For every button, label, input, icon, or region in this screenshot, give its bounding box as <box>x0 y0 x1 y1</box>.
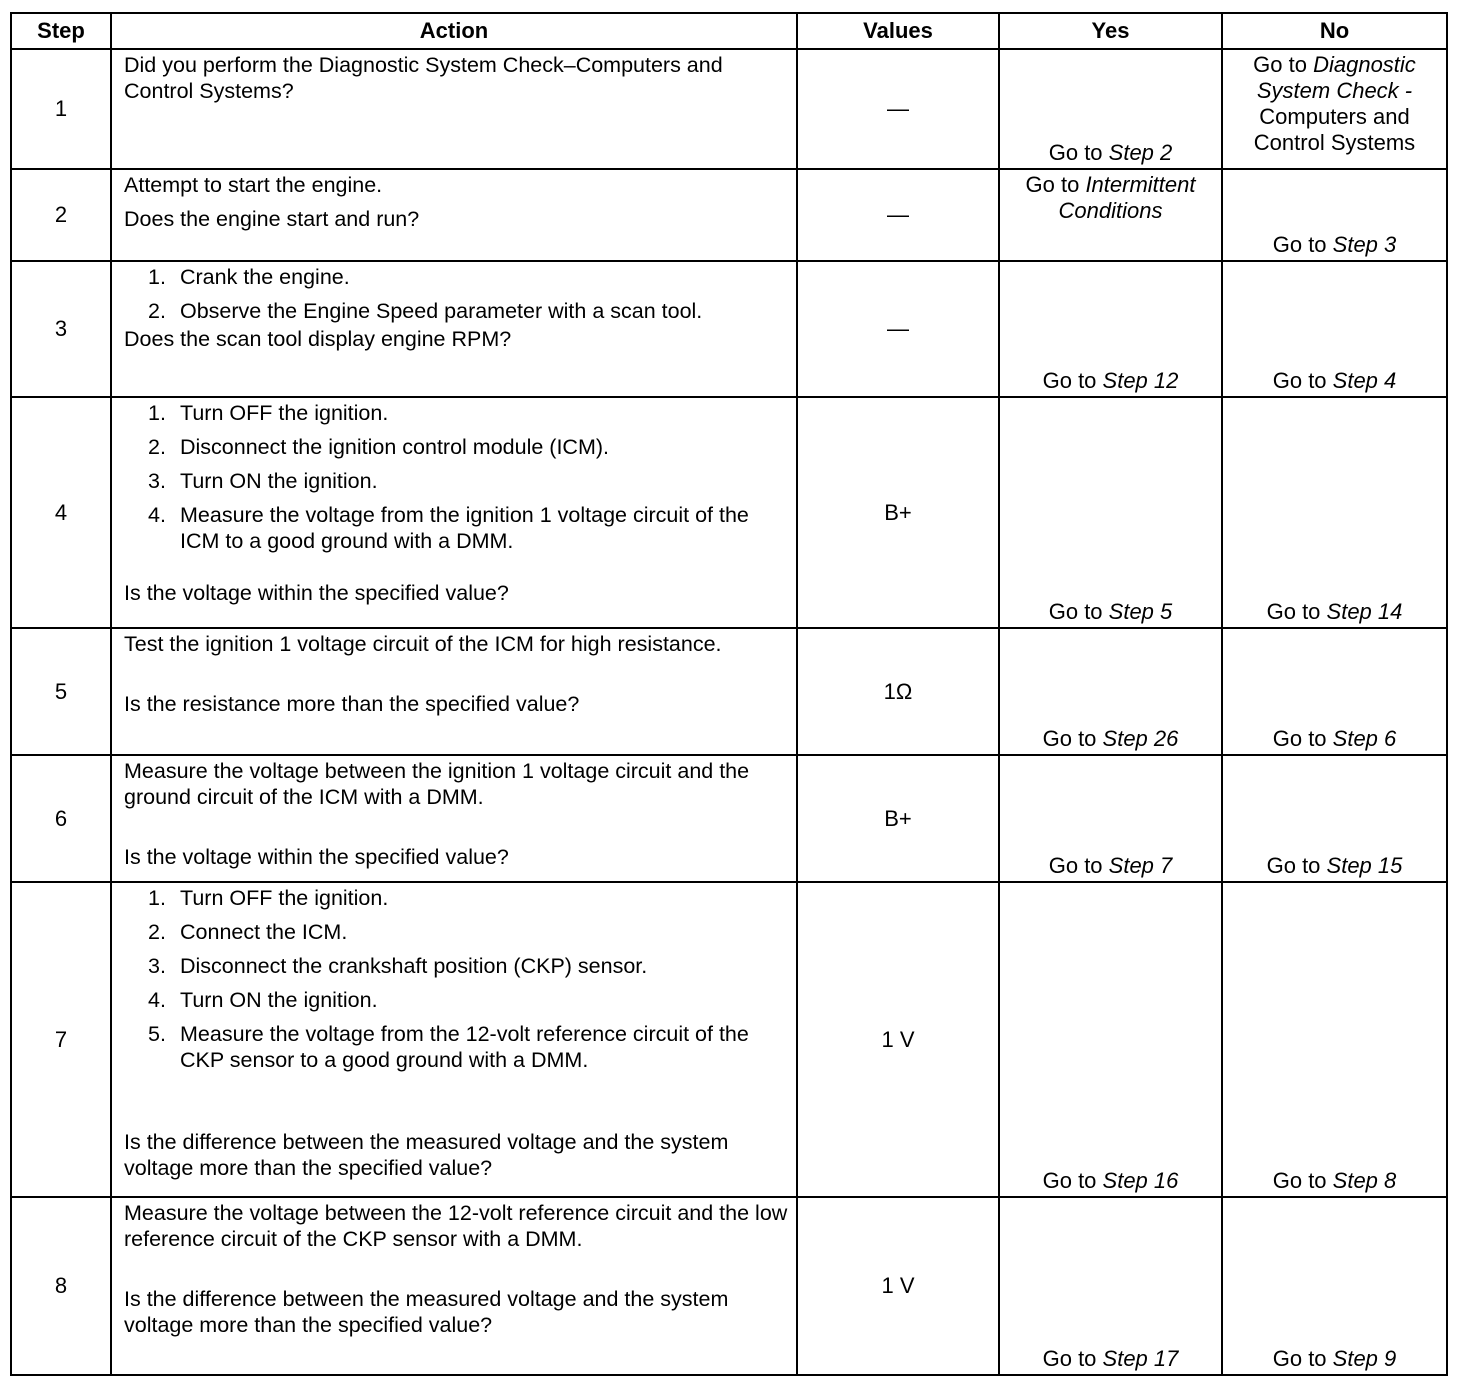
no-link[interactable]: Step 14 <box>1326 599 1403 624</box>
step-number: 3 <box>11 261 111 397</box>
no-rest: Computers and Control Systems <box>1253 104 1416 155</box>
no-link[interactable]: Step 3 <box>1332 232 1397 257</box>
no-prefix: Go to <box>1272 368 1333 393</box>
header-step: Step <box>11 13 111 49</box>
header-no: No <box>1222 13 1447 49</box>
value-cell: 1 V <box>797 882 999 1197</box>
action-steps <box>124 885 788 1073</box>
no-prefix: Go to <box>1272 232 1333 257</box>
yes-prefix: Go to <box>1048 599 1109 624</box>
step-number: 1 <box>11 49 111 169</box>
action-question: Does the engine start and run? <box>124 207 420 231</box>
value-cell: — <box>797 169 999 261</box>
no-prefix: Go to <box>1272 1346 1333 1371</box>
yes-cell <box>999 169 1222 261</box>
no-link[interactable]: Step 9 <box>1332 1346 1397 1371</box>
no-link[interactable]: Step 4 <box>1332 368 1397 393</box>
header-row <box>11 13 1447 49</box>
no-cell <box>1222 755 1447 882</box>
yes-prefix: Go to <box>1042 1168 1103 1193</box>
yes-prefix: Go to <box>1042 726 1103 751</box>
yes-cell <box>999 397 1222 628</box>
action-cell <box>111 628 797 755</box>
action-text: Measure the voltage between the 12-volt reference circuit and the low reference circuit of the CKP sensor with a DMM. <box>124 1201 788 1251</box>
value-cell: — <box>797 261 999 397</box>
yes-prefix: Go to <box>1048 140 1109 165</box>
list-item: 4. Turn ON the ignition. <box>148 988 378 1012</box>
list-item: 3. Turn ON the ignition. <box>148 469 378 493</box>
yes-cell <box>999 755 1222 882</box>
action-question: Is the difference between the measured voltage and the system voltage more than the specified value? <box>124 1130 729 1180</box>
table-row <box>11 1197 1447 1375</box>
no-link[interactable]: Step 8 <box>1332 1168 1397 1193</box>
yes-cell <box>999 261 1222 397</box>
step-number: 6 <box>11 755 111 882</box>
action-text: Test the ignition 1 voltage circuit of the ICM for high resistance. <box>124 632 722 656</box>
no-cell <box>1222 628 1447 755</box>
no-prefix: Go to <box>1266 599 1327 624</box>
step-number: 5 <box>11 628 111 755</box>
yes-prefix: Go to <box>1048 853 1109 878</box>
no-cell <box>1222 169 1447 261</box>
action-cell <box>111 755 797 882</box>
header-action: Action <box>111 13 797 49</box>
yes-link[interactable]: Step 12 <box>1102 368 1179 393</box>
no-link[interactable]: Step 15 <box>1326 853 1403 878</box>
yes-cell <box>999 1197 1222 1375</box>
action-cell <box>111 49 797 169</box>
yes-link[interactable]: Intermittent Conditions <box>1058 172 1196 223</box>
value-cell: — <box>797 49 999 169</box>
value-cell: B+ <box>797 397 999 628</box>
action-text: Did you perform the Diagnostic System Check–Computers and Control Systems? <box>124 53 723 103</box>
action-steps <box>124 400 788 554</box>
yes-link[interactable]: Step 26 <box>1102 726 1179 751</box>
action-text: Attempt to start the engine. <box>124 173 383 197</box>
no-prefix: Go to <box>1266 853 1327 878</box>
list-item: 5. Measure the voltage from the 12-volt reference circuit of the CKP sensor to a good ground with a DMM. <box>148 1022 749 1072</box>
header-yes: Yes <box>999 13 1222 49</box>
no-prefix: Go to <box>1253 52 1314 77</box>
yes-cell <box>999 49 1222 169</box>
yes-prefix: Go to <box>1042 1346 1103 1371</box>
list-item: 1. Turn OFF the ignition. <box>148 886 389 910</box>
action-question: Is the voltage within the specified value? <box>124 581 509 605</box>
diagnostic-table <box>10 12 1448 1376</box>
action-cell <box>111 882 797 1197</box>
table-row <box>11 169 1447 261</box>
yes-link[interactable]: Step 5 <box>1108 599 1173 624</box>
table-row <box>11 397 1447 628</box>
list-item: 2. Disconnect the ignition control module (ICM). <box>148 435 609 459</box>
step-number: 2 <box>11 169 111 261</box>
yes-prefix: Go to <box>1025 172 1086 197</box>
no-prefix: Go to <box>1272 726 1333 751</box>
yes-link[interactable]: Step 2 <box>1108 140 1173 165</box>
action-cell <box>111 397 797 628</box>
list-item: 1. Turn OFF the ignition. <box>148 401 389 425</box>
step-number: 8 <box>11 1197 111 1375</box>
action-steps <box>124 264 788 324</box>
action-question: Is the resistance more than the specified value? <box>124 692 580 716</box>
step-number: 7 <box>11 882 111 1197</box>
list-item: 1. Crank the engine. <box>148 265 350 289</box>
yes-link[interactable]: Step 16 <box>1102 1168 1179 1193</box>
yes-cell <box>999 882 1222 1197</box>
header-values: Values <box>797 13 999 49</box>
no-link[interactable]: Step 6 <box>1332 726 1397 751</box>
no-cell <box>1222 1197 1447 1375</box>
action-cell <box>111 261 797 397</box>
value-cell: 1 V <box>797 1197 999 1375</box>
no-link[interactable]: Diagnostic System Check - <box>1256 52 1416 103</box>
action-question: Is the difference between the measured voltage and the system voltage more than the specified value? <box>124 1287 729 1337</box>
table-row <box>11 882 1447 1197</box>
no-cell <box>1222 397 1447 628</box>
no-cell <box>1222 49 1447 169</box>
table-row <box>11 628 1447 755</box>
value-cell: 1Ω <box>797 628 999 755</box>
yes-prefix: Go to <box>1042 368 1103 393</box>
step-number: 4 <box>11 397 111 628</box>
list-item: 2. Observe the Engine Speed parameter with a scan tool. <box>148 299 703 323</box>
list-item: 2. Connect the ICM. <box>148 920 348 944</box>
no-cell <box>1222 882 1447 1197</box>
value-cell: B+ <box>797 755 999 882</box>
yes-link[interactable]: Step 7 <box>1108 853 1173 878</box>
action-question: Does the scan tool display engine RPM? <box>124 327 512 351</box>
yes-cell <box>999 628 1222 755</box>
no-prefix: Go to <box>1272 1168 1333 1193</box>
action-cell <box>111 169 797 261</box>
no-cell <box>1222 261 1447 397</box>
list-item: 4. Measure the voltage from the ignition 1 voltage circuit of the ICM to a good ground with a DMM. <box>148 503 749 553</box>
action-question: Is the voltage within the specified value? <box>124 845 509 869</box>
table-row <box>11 755 1447 882</box>
action-cell <box>111 1197 797 1375</box>
list-item: 3. Disconnect the crankshaft position (CKP) sensor. <box>148 954 648 978</box>
table-row <box>11 49 1447 169</box>
table-row <box>11 261 1447 397</box>
action-text: Measure the voltage between the ignition 1 voltage circuit and the ground circuit of the ICM with a DMM. <box>124 759 750 809</box>
yes-link[interactable]: Step 17 <box>1102 1346 1179 1371</box>
